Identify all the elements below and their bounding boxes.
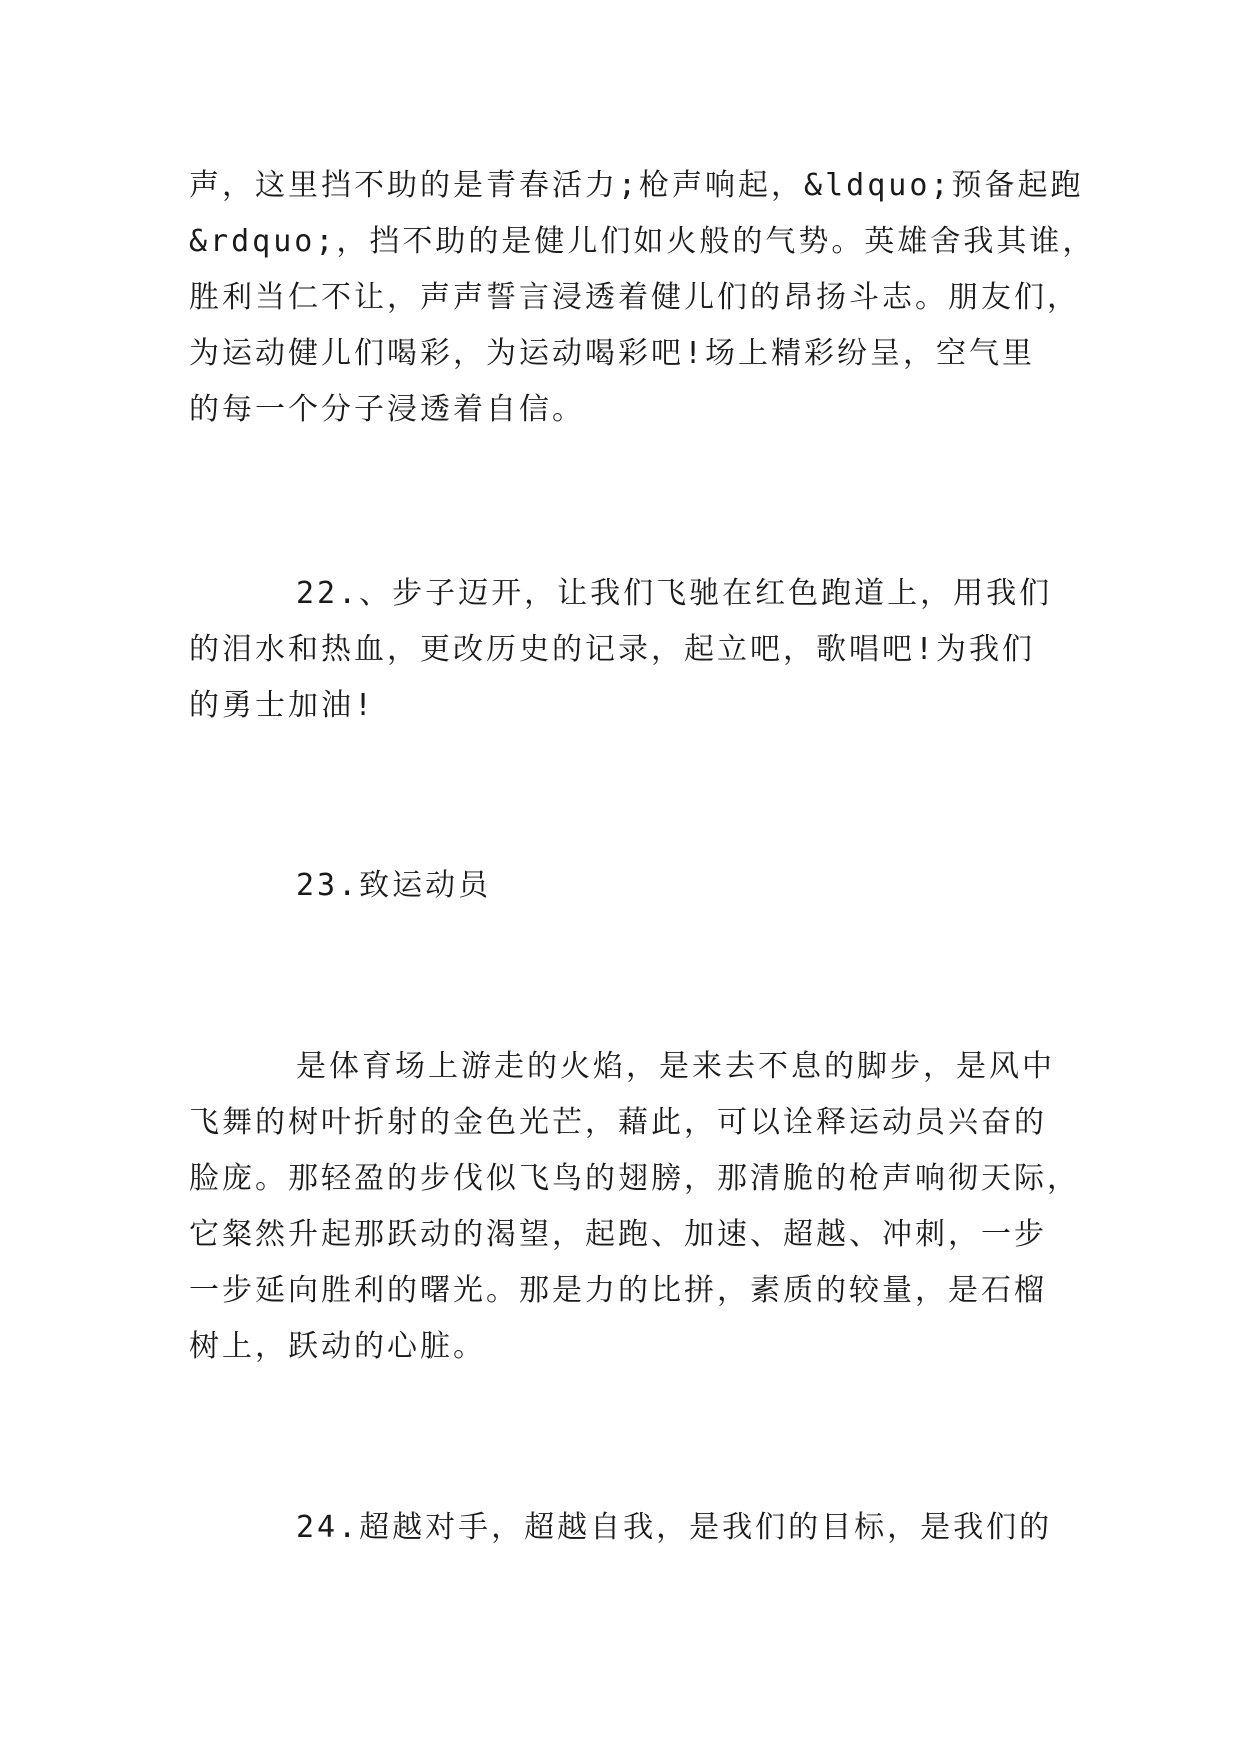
text-line: 声，这里挡不助的是青春活力;枪声响起，&ldquo;预备起跑	[189, 168, 1084, 203]
text-line: 它粲然升起那跃动的渴望，起跑、加速、超越、冲刺，一步	[189, 1217, 1047, 1252]
text-line: &rdquo;，挡不助的是健儿们如火般的气势。英雄舍我其谁，	[189, 224, 1096, 259]
text-line: 24.超越对手，超越自我，是我们的目标，是我们的	[296, 1510, 1053, 1545]
text-line: 飞舞的树叶折射的金色光芒，藉此，可以诠释运动员兴奋的	[189, 1105, 1047, 1140]
text-line: 的泪水和热血，更改历史的记录，起立吧，歌唱吧!为我们	[189, 632, 1036, 667]
text-line: 胜利当仁不让，声声誓言浸透着健儿们的昂扬斗志。朋友们，	[189, 280, 1080, 315]
text-line: 的勇士加油!	[189, 688, 376, 723]
text-line: 的每一个分子浸透着自信。	[189, 392, 585, 427]
text-line: 脸庞。那轻盈的步伐似飞鸟的翅膀，那清脆的枪声响彻天际，	[189, 1161, 1080, 1196]
text-line: 是体育场上游走的火焰，是来去不息的脚步，是风中	[296, 1049, 1055, 1084]
text-line: 树上，跃动的心脏。	[189, 1329, 486, 1364]
text-line: 一步延向胜利的曙光。那是力的比拼，素质的较量，是石榴	[189, 1273, 1047, 1308]
text-line: 22.、步子迈开，让我们飞驰在红色跑道上，用我们	[296, 576, 1053, 611]
text-line: 为运动健儿们喝彩，为运动喝彩吧!场上精彩纷呈，空气里	[189, 336, 1036, 371]
section-heading: 23.致运动员	[296, 868, 492, 903]
